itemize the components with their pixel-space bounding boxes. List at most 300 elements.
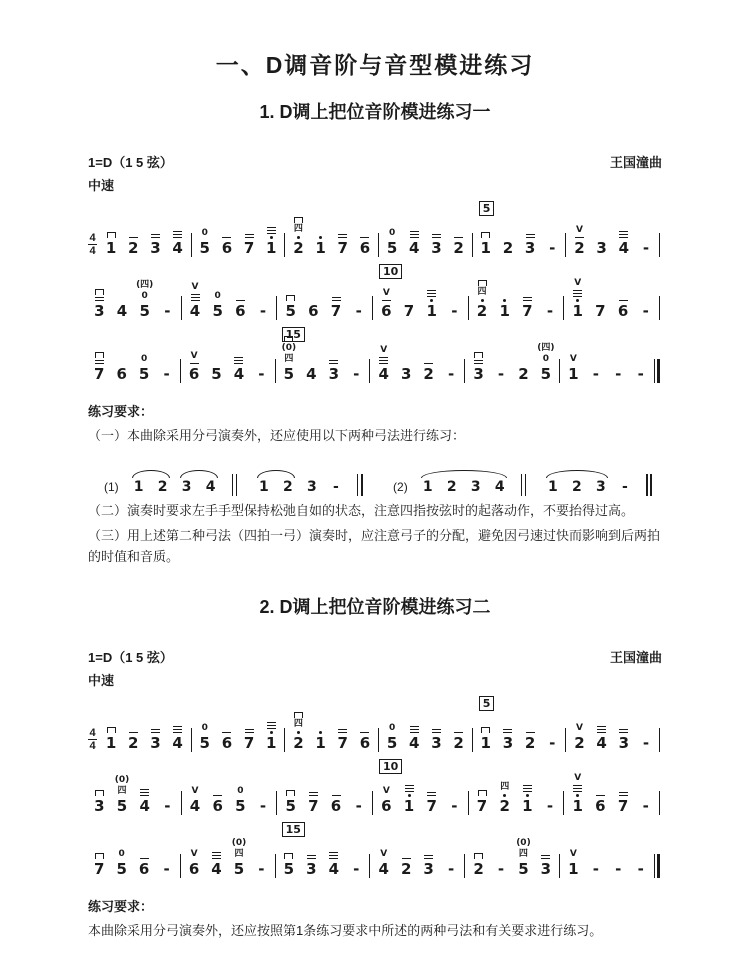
note-marks	[576, 722, 583, 733]
time-signature-numerator: 4	[89, 726, 96, 739]
note	[156, 303, 179, 320]
note-marks	[432, 232, 441, 238]
rest-dash: -	[258, 365, 265, 383]
note	[345, 366, 367, 383]
note-digit: 3	[94, 302, 105, 320]
finger-number-mark	[427, 290, 436, 297]
down-bow-icon	[95, 289, 104, 295]
note	[467, 350, 489, 383]
finger-number-mark	[213, 795, 222, 796]
finger-line	[222, 237, 231, 238]
note	[635, 735, 657, 752]
finger-line	[267, 227, 276, 228]
finger-number-mark	[338, 729, 347, 733]
note	[194, 227, 216, 257]
finger-line	[140, 792, 149, 793]
note	[347, 798, 370, 815]
finger-number-mark	[267, 227, 276, 234]
note	[585, 366, 607, 383]
note	[493, 781, 516, 815]
note	[443, 798, 466, 815]
note-digit: 4	[233, 365, 245, 383]
finger-number-mark	[332, 795, 341, 796]
note	[250, 861, 272, 878]
note	[144, 232, 166, 257]
note-digit: 4	[172, 734, 183, 752]
finger-line	[329, 360, 338, 361]
note	[448, 730, 470, 752]
barline	[275, 359, 276, 383]
note-digit: 4	[172, 239, 183, 257]
finger-line	[245, 234, 254, 235]
note-digit: 2	[524, 734, 536, 752]
finger-number-mark	[222, 237, 231, 238]
finger-number-mark	[360, 237, 369, 238]
measure	[562, 327, 652, 383]
down-bow-icon	[474, 352, 483, 358]
rehearsal-number: 15	[282, 327, 305, 342]
note-digit: 6	[330, 797, 342, 815]
finger-line	[338, 237, 347, 238]
finger-line	[360, 237, 369, 238]
note	[345, 861, 367, 878]
finger-number-mark	[307, 855, 316, 859]
note-marks	[190, 350, 199, 364]
example-note: 1	[422, 479, 433, 495]
example-note: 4	[494, 479, 505, 495]
finger-line	[234, 357, 243, 358]
finger-number-mark	[151, 234, 160, 238]
note-digit: 5	[233, 860, 245, 878]
fingering-mark: 0	[118, 849, 125, 859]
finger-number-mark	[382, 300, 391, 301]
note-digit: 2	[453, 239, 464, 257]
finger-line	[140, 858, 149, 859]
finger-number-mark	[332, 297, 341, 301]
note	[300, 366, 322, 383]
note	[216, 730, 238, 752]
note	[497, 727, 519, 752]
finger-line	[267, 233, 276, 234]
note-digit: 2	[574, 239, 585, 257]
note	[425, 727, 447, 752]
finger-line	[245, 732, 254, 733]
measure	[467, 327, 557, 383]
example-note: 3	[306, 479, 317, 495]
note	[612, 790, 635, 815]
finger-number-mark	[173, 231, 182, 238]
example-note: -	[332, 479, 339, 495]
finger-line	[503, 732, 512, 733]
note-marks	[191, 281, 200, 301]
finger-number-mark	[173, 726, 182, 733]
note-marks	[267, 225, 276, 234]
finger-number-mark	[526, 234, 535, 238]
note	[471, 278, 494, 320]
note-digit: 1	[315, 734, 326, 752]
note-digit: 4	[211, 860, 222, 878]
note	[372, 848, 394, 878]
barline	[378, 728, 379, 752]
finger-number-mark	[329, 360, 338, 364]
finger-number-mark	[503, 729, 512, 733]
bowing-examples	[88, 456, 662, 496]
down-bow-icon	[95, 790, 104, 796]
finger-line	[213, 795, 222, 796]
finger-line	[526, 237, 535, 238]
measure	[194, 696, 283, 752]
measure	[183, 822, 273, 878]
note-marks	[541, 853, 550, 859]
finger-line	[619, 795, 628, 796]
fingering-mark: 0	[542, 354, 550, 364]
double-barline	[521, 474, 529, 496]
note-digit: 5	[285, 797, 296, 815]
up-bow-icon: V	[569, 354, 577, 364]
finger-line	[474, 363, 483, 364]
note-marks	[478, 788, 487, 796]
barline	[369, 854, 370, 878]
rest-dash: -	[546, 302, 554, 320]
note	[471, 788, 494, 815]
note-digit: 4	[189, 797, 201, 815]
double-barline-line	[525, 474, 527, 496]
fingering-mark: (四)	[537, 343, 555, 353]
finger-line	[329, 855, 338, 856]
double-barline-line	[361, 474, 363, 496]
finger-number-mark	[410, 726, 419, 733]
rest-dash: -	[355, 797, 362, 815]
note	[519, 730, 541, 752]
fingering-mark: (四)	[136, 280, 154, 290]
barline	[559, 854, 560, 878]
finger-line	[151, 237, 160, 238]
rest-dash: -	[447, 365, 455, 383]
note	[539, 798, 562, 815]
note	[88, 788, 111, 815]
note-marks	[570, 848, 577, 859]
music-system	[88, 822, 662, 878]
finger-line	[329, 858, 338, 859]
note-marks	[202, 722, 208, 733]
note	[398, 783, 421, 815]
measure	[287, 201, 376, 257]
down-bow-icon	[478, 790, 487, 796]
double-barline-line	[521, 474, 523, 496]
note	[260, 720, 282, 752]
barline	[180, 854, 181, 878]
rest-dash: -	[353, 860, 360, 878]
note	[607, 366, 629, 383]
finger-line	[573, 785, 582, 786]
note	[167, 724, 189, 752]
note	[167, 229, 189, 257]
note	[612, 298, 635, 320]
note-digit: 4	[409, 734, 420, 752]
note	[443, 303, 466, 320]
requirement-item-1: （一）本曲除采用分弓演奏外，还应使用以下两种弓法进行练习：	[88, 428, 466, 443]
composer-credit-1: 王国潼曲	[609, 155, 662, 170]
finger-line	[575, 237, 584, 238]
finger-line	[573, 290, 582, 291]
slur-arc	[257, 470, 295, 478]
finger-line	[410, 234, 419, 235]
note-digit: 2	[423, 365, 434, 383]
finger-line	[379, 357, 388, 358]
finger-line	[410, 237, 419, 238]
note	[395, 366, 417, 383]
example-measure	[127, 479, 223, 496]
note-digit: 1	[480, 734, 491, 752]
finger-line	[410, 231, 419, 232]
note	[229, 785, 252, 815]
measure	[184, 759, 275, 815]
finger-line	[573, 791, 582, 792]
rehearsal-number: 15	[282, 822, 305, 837]
note-marks	[596, 793, 605, 796]
finger-line	[432, 732, 441, 733]
note	[88, 851, 110, 878]
note-digit: 3	[524, 239, 536, 257]
finger-number-mark	[329, 852, 338, 859]
note-marks	[338, 727, 347, 733]
note-digit: 6	[308, 302, 319, 320]
barline	[372, 296, 373, 320]
fingering-mark: 四	[284, 354, 294, 364]
final-barline	[657, 359, 660, 383]
note-digit: 1	[426, 302, 437, 320]
note-digit: 5	[283, 860, 295, 878]
note	[512, 837, 534, 878]
note-digit: 1	[572, 302, 583, 320]
finger-line	[173, 231, 182, 232]
note-digit: 4	[378, 860, 389, 878]
barline	[565, 728, 566, 752]
rest-dash: -	[258, 860, 265, 878]
note-marks	[215, 290, 221, 301]
barline	[659, 233, 660, 257]
note-digit: 7	[337, 734, 348, 752]
note-digit: 6	[381, 302, 392, 320]
final-barline	[657, 854, 660, 878]
note	[279, 293, 302, 320]
note	[417, 361, 439, 383]
note-digit: 6	[617, 302, 629, 320]
note-marks	[424, 361, 433, 364]
note-marks	[389, 227, 395, 238]
music-score-1	[88, 201, 662, 383]
note	[566, 772, 589, 815]
rest-dash: -	[615, 860, 622, 878]
time-signature-numerator: 4	[89, 231, 96, 244]
music-system	[88, 696, 662, 752]
note-marks	[523, 295, 532, 301]
note-digit: 7	[94, 860, 105, 878]
note-marks	[332, 295, 341, 301]
note	[323, 850, 345, 878]
note	[613, 727, 635, 752]
measure	[279, 759, 370, 815]
score-header-1	[88, 152, 662, 171]
note-digit: 3	[306, 860, 317, 878]
note-marks	[573, 277, 582, 297]
note	[194, 722, 216, 752]
barline	[284, 233, 285, 257]
note-digit: 5	[285, 302, 296, 320]
barline	[468, 296, 469, 320]
measure	[375, 264, 466, 320]
note-marks	[523, 783, 532, 792]
finger-line	[427, 792, 436, 793]
note	[395, 856, 417, 878]
finger-line	[222, 732, 231, 733]
barline	[191, 233, 192, 257]
finger-line	[619, 237, 628, 238]
finger-line	[379, 363, 388, 364]
note-marks	[212, 850, 221, 859]
finger-number-mark	[573, 290, 582, 297]
finger-number-mark	[245, 729, 254, 733]
rest-dash: -	[259, 302, 267, 320]
note-marks	[232, 837, 247, 859]
rest-dash: -	[549, 239, 556, 257]
note-marks	[481, 725, 490, 733]
finger-line	[405, 785, 414, 786]
note-marks	[427, 288, 436, 297]
requirement-item-2: （二）演奏时要求左手手型保持松弛自如的状态，注意四指按弦时的起落动作，不要抬得过高。	[88, 503, 635, 518]
key-signature-1: 1=D（1 5 弦）	[88, 155, 173, 170]
note-digit: 7	[94, 365, 105, 383]
barline	[464, 359, 465, 383]
note-digit: 4	[139, 797, 150, 815]
measure	[568, 201, 657, 257]
measure	[88, 759, 179, 815]
up-bow-icon: V	[191, 786, 199, 796]
note	[417, 853, 439, 878]
note	[325, 295, 348, 320]
finger-line	[95, 360, 104, 361]
finger-line	[329, 852, 338, 853]
note	[375, 287, 398, 320]
note-digit: 3	[618, 734, 629, 752]
note-marks	[284, 851, 293, 859]
note-digit: 1	[480, 239, 491, 257]
measure	[184, 264, 275, 320]
note	[541, 735, 563, 752]
finger-number-mark	[424, 363, 433, 364]
fingering-mark: 四	[500, 782, 510, 792]
finger-number-mark	[95, 360, 104, 364]
finger-line	[454, 732, 463, 733]
finger-line	[424, 858, 433, 859]
barline	[565, 233, 566, 257]
note	[589, 303, 612, 320]
note-digit: 7	[337, 239, 348, 257]
note	[278, 851, 300, 878]
down-bow-icon	[286, 790, 295, 796]
finger-line	[173, 729, 182, 730]
note-digit: 5	[518, 860, 529, 878]
measure	[194, 201, 283, 257]
down-bow-icon	[481, 232, 490, 238]
note	[206, 290, 229, 320]
finger-line	[427, 795, 436, 796]
finger-number-mark	[454, 732, 463, 733]
fingering-mark: (0)	[281, 343, 297, 353]
note	[183, 848, 205, 878]
time-signature	[88, 696, 97, 752]
finger-number-mark	[234, 357, 243, 364]
note-digit: 2	[128, 734, 139, 752]
note-digit: 7	[243, 239, 255, 257]
note-marks	[136, 279, 153, 301]
finger-number-mark	[379, 357, 388, 364]
note-marks	[402, 856, 411, 859]
finger-number-mark	[596, 795, 605, 796]
finger-number-mark	[432, 729, 441, 733]
finger-line	[191, 297, 200, 298]
fingering-mark: 0	[201, 723, 208, 733]
finger-line	[95, 363, 104, 364]
music-system	[88, 327, 662, 383]
note-marks	[191, 848, 198, 859]
finger-number-mark	[360, 732, 369, 733]
down-bow-icon	[481, 727, 490, 733]
example-note: 1	[133, 479, 144, 495]
note	[250, 366, 272, 383]
note-marks	[360, 730, 369, 733]
note	[562, 353, 584, 383]
finger-line	[332, 300, 341, 301]
finger-line	[234, 363, 243, 364]
double-barline	[357, 474, 365, 496]
note-digit: 7	[330, 302, 342, 320]
requirements-heading-1: 练习要求：	[88, 404, 154, 419]
note-digit: 2	[574, 734, 585, 752]
finger-line	[424, 363, 433, 364]
note	[448, 235, 470, 257]
note-marks	[95, 287, 104, 301]
note-digit: 3	[150, 734, 161, 752]
up-bow-icon: V	[569, 849, 577, 859]
fingering-mark: 0	[388, 228, 396, 238]
note-digit: 1	[105, 239, 117, 257]
finger-line	[212, 855, 221, 856]
note	[490, 366, 512, 383]
note-marks	[294, 215, 303, 234]
note-marks	[95, 788, 104, 796]
finger-line	[454, 237, 463, 238]
note	[111, 774, 134, 815]
note-marks	[234, 355, 243, 364]
fingering-mark: 0	[141, 354, 148, 364]
note	[205, 850, 227, 878]
note-digit: 3	[431, 734, 442, 752]
finger-line	[597, 732, 606, 733]
down-bow-icon	[107, 727, 116, 733]
down-bow-icon	[95, 853, 104, 859]
up-bow-icon: V	[574, 277, 582, 288]
finger-line	[402, 858, 411, 859]
barline	[659, 728, 660, 752]
note-digit: 5	[138, 365, 150, 383]
note	[634, 303, 657, 320]
finger-number-mark	[338, 234, 347, 238]
finger-number-mark	[619, 300, 628, 301]
rest-dash: -	[642, 239, 650, 257]
finger-line	[307, 858, 316, 859]
finger-line	[427, 293, 436, 294]
